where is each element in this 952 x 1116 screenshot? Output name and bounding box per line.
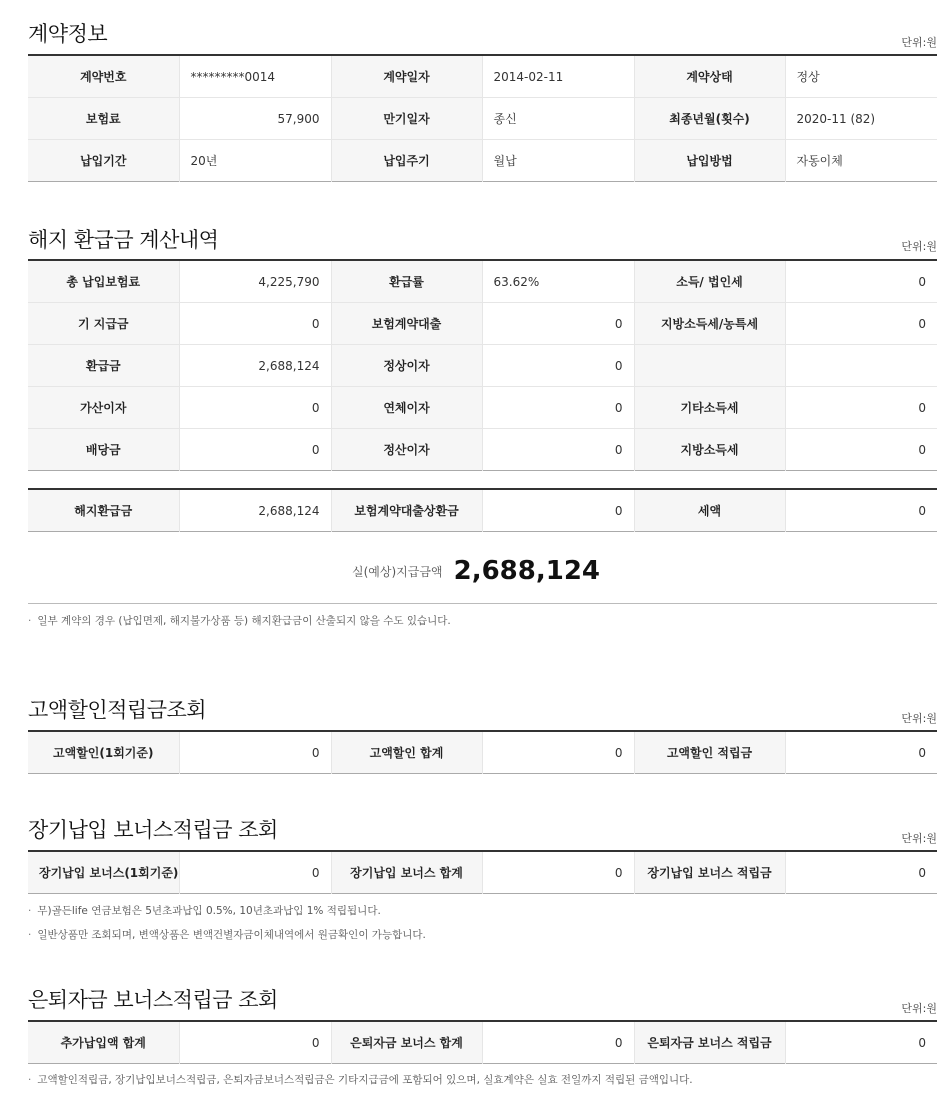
table-header-cell: 지방소득세/농특세 xyxy=(634,303,785,345)
table-header-cell: 추가납입액 합계 xyxy=(28,1021,179,1064)
table-value-cell: *********0014 xyxy=(179,55,331,98)
table-value-cell: 0 xyxy=(785,303,937,345)
section-title-long-term: 장기납입 보너스적립금 조회 xyxy=(28,818,278,842)
table-header-cell: 가산이자 xyxy=(28,387,179,429)
note-item: · 무)골든life 연금보험은 5년초과납입 0.5%, 10년초과납입 1% 적립됩니다. xyxy=(28,901,426,925)
table-row xyxy=(28,429,937,471)
table-header-cell: 만기일자 xyxy=(331,98,482,140)
section-title-refund: 해지 환급금 계산내역 xyxy=(28,228,219,252)
table-row xyxy=(28,851,937,894)
unit-label: 단위:원 xyxy=(901,240,937,253)
unit-label: 단위:원 xyxy=(901,36,937,49)
table-value-cell: 0 xyxy=(785,731,937,774)
table-value-cell: 0 xyxy=(785,851,937,894)
table-row xyxy=(28,303,937,345)
table-row xyxy=(28,1021,937,1064)
long-term-notes xyxy=(28,901,426,949)
table-row xyxy=(28,55,937,98)
table-value-cell: 0 xyxy=(179,303,331,345)
table-header-cell: 고액할인(1회기준) xyxy=(28,731,179,774)
note-item: · 일부 계약의 경우 (납입면제, 해지불가상품 등) 해지환급금이 산출되지 않을 수도 있습니다. xyxy=(28,611,451,635)
refund-summary-table xyxy=(28,488,937,532)
table-header-cell: 계약상태 xyxy=(634,55,785,98)
actual-payment-label: 실(예상)지급금액 xyxy=(352,564,443,579)
table-value-cell: 0 xyxy=(179,429,331,471)
long-term-table xyxy=(28,850,937,894)
actual-payment xyxy=(0,556,952,586)
table-row xyxy=(28,345,937,387)
table-row xyxy=(28,260,937,303)
table-value-cell: 63.62% xyxy=(482,260,634,303)
unit-label: 단위:원 xyxy=(901,712,937,725)
unit-label: 단위:원 xyxy=(901,1002,937,1015)
table-header-cell: 납입주기 xyxy=(331,140,482,182)
table-header-cell: 계약일자 xyxy=(331,55,482,98)
table-value-cell: 4,225,790 xyxy=(179,260,331,303)
table-row xyxy=(28,98,937,140)
table-value-cell: 0 xyxy=(179,731,331,774)
table-header-cell: 정산이자 xyxy=(331,429,482,471)
retirement-table xyxy=(28,1020,937,1064)
table-header-cell: 배당금 xyxy=(28,429,179,471)
table-row xyxy=(28,387,937,429)
table-value-cell: 0 xyxy=(785,1021,937,1064)
table-header-cell: 기타소득세 xyxy=(634,387,785,429)
table-header-cell: 세액 xyxy=(634,489,785,532)
table-header-cell: 고액할인 합계 xyxy=(331,731,482,774)
table-value-cell: 20년 xyxy=(179,140,331,182)
table-value-cell xyxy=(785,345,937,387)
table-value-cell: 0 xyxy=(785,387,937,429)
note-item: · 고액할인적립금, 장기납입보너스적립금, 은퇴자금보너스적립금은 기타지급금에 포함되어 있으며, 실효계약은 실효 전일까지 적립된 금액입니다. xyxy=(28,1070,693,1094)
section-title-retirement: 은퇴자금 보너스적립금 조회 xyxy=(28,988,278,1012)
table-header-cell: 은퇴자금 보너스 적립금 xyxy=(634,1021,785,1064)
table-value-cell: 종신 xyxy=(482,98,634,140)
table-header-cell xyxy=(634,345,785,387)
table-value-cell: 자동이체 xyxy=(785,140,937,182)
note-item: · 일반상품만 조회되며, 변액상품은 변액건별자금이체내역에서 원금확인이 가능합니다. xyxy=(28,925,426,949)
table-value-cell: 0 xyxy=(482,731,634,774)
table-value-cell: 2,688,124 xyxy=(179,489,331,532)
table-header-cell: 장기납입 보너스 적립금 xyxy=(634,851,785,894)
table-value-cell: 2014-02-11 xyxy=(482,55,634,98)
table-header-cell: 지방소득세 xyxy=(634,429,785,471)
table-header-cell: 보험계약대출 xyxy=(331,303,482,345)
table-value-cell: 2020-11 (82) xyxy=(785,98,937,140)
refund-notes xyxy=(28,611,451,635)
table-header-cell: 해지환급금 xyxy=(28,489,179,532)
table-value-cell: 0 xyxy=(482,303,634,345)
table-header-cell: 환급금 xyxy=(28,345,179,387)
table-value-cell: 0 xyxy=(482,851,634,894)
table-header-cell: 보험료 xyxy=(28,98,179,140)
table-header-cell: 환급률 xyxy=(331,260,482,303)
table-value-cell: 0 xyxy=(482,489,634,532)
table-value-cell: 0 xyxy=(785,489,937,532)
table-value-cell: 0 xyxy=(785,260,937,303)
table-value-cell: 57,900 xyxy=(179,98,331,140)
table-header-cell: 총 납입보험료 xyxy=(28,260,179,303)
table-value-cell: 0 xyxy=(785,429,937,471)
table-value-cell: 0 xyxy=(482,387,634,429)
table-header-cell: 납입기간 xyxy=(28,140,179,182)
table-value-cell: 2,688,124 xyxy=(179,345,331,387)
contract-table xyxy=(28,54,937,182)
actual-payment-amount: 2,688,124 xyxy=(453,556,600,586)
table-row xyxy=(28,731,937,774)
refund-table xyxy=(28,259,937,471)
table-header-cell: 고액할인 적립금 xyxy=(634,731,785,774)
table-header-cell: 장기납입 보너스(1회기준) xyxy=(28,851,179,894)
section-title-contract: 계약정보 xyxy=(28,22,108,46)
table-header-cell: 최종년월(횟수) xyxy=(634,98,785,140)
table-header-cell: 납입방법 xyxy=(634,140,785,182)
table-value-cell: 0 xyxy=(482,345,634,387)
table-header-cell: 소득/ 법인세 xyxy=(634,260,785,303)
table-header-cell: 보험계약대출상환금 xyxy=(331,489,482,532)
table-value-cell: 0 xyxy=(482,1021,634,1064)
high-discount-table xyxy=(28,730,937,774)
retirement-notes xyxy=(28,1070,693,1094)
section-title-high-discount: 고액할인적립금조회 xyxy=(28,698,207,722)
unit-label: 단위:원 xyxy=(901,832,937,845)
table-value-cell: 0 xyxy=(482,429,634,471)
table-header-cell: 은퇴자금 보너스 합계 xyxy=(331,1021,482,1064)
table-value-cell: 정상 xyxy=(785,55,937,98)
table-value-cell: 0 xyxy=(179,1021,331,1064)
table-header-cell: 정상이자 xyxy=(331,345,482,387)
table-value-cell: 0 xyxy=(179,387,331,429)
table-header-cell: 기 지급금 xyxy=(28,303,179,345)
divider xyxy=(28,603,937,604)
table-row xyxy=(28,140,937,182)
table-row xyxy=(28,489,937,532)
table-value-cell: 월납 xyxy=(482,140,634,182)
table-header-cell: 장기납입 보너스 합계 xyxy=(331,851,482,894)
table-header-cell: 연체이자 xyxy=(331,387,482,429)
table-header-cell: 계약번호 xyxy=(28,55,179,98)
table-value-cell: 0 xyxy=(179,851,331,894)
